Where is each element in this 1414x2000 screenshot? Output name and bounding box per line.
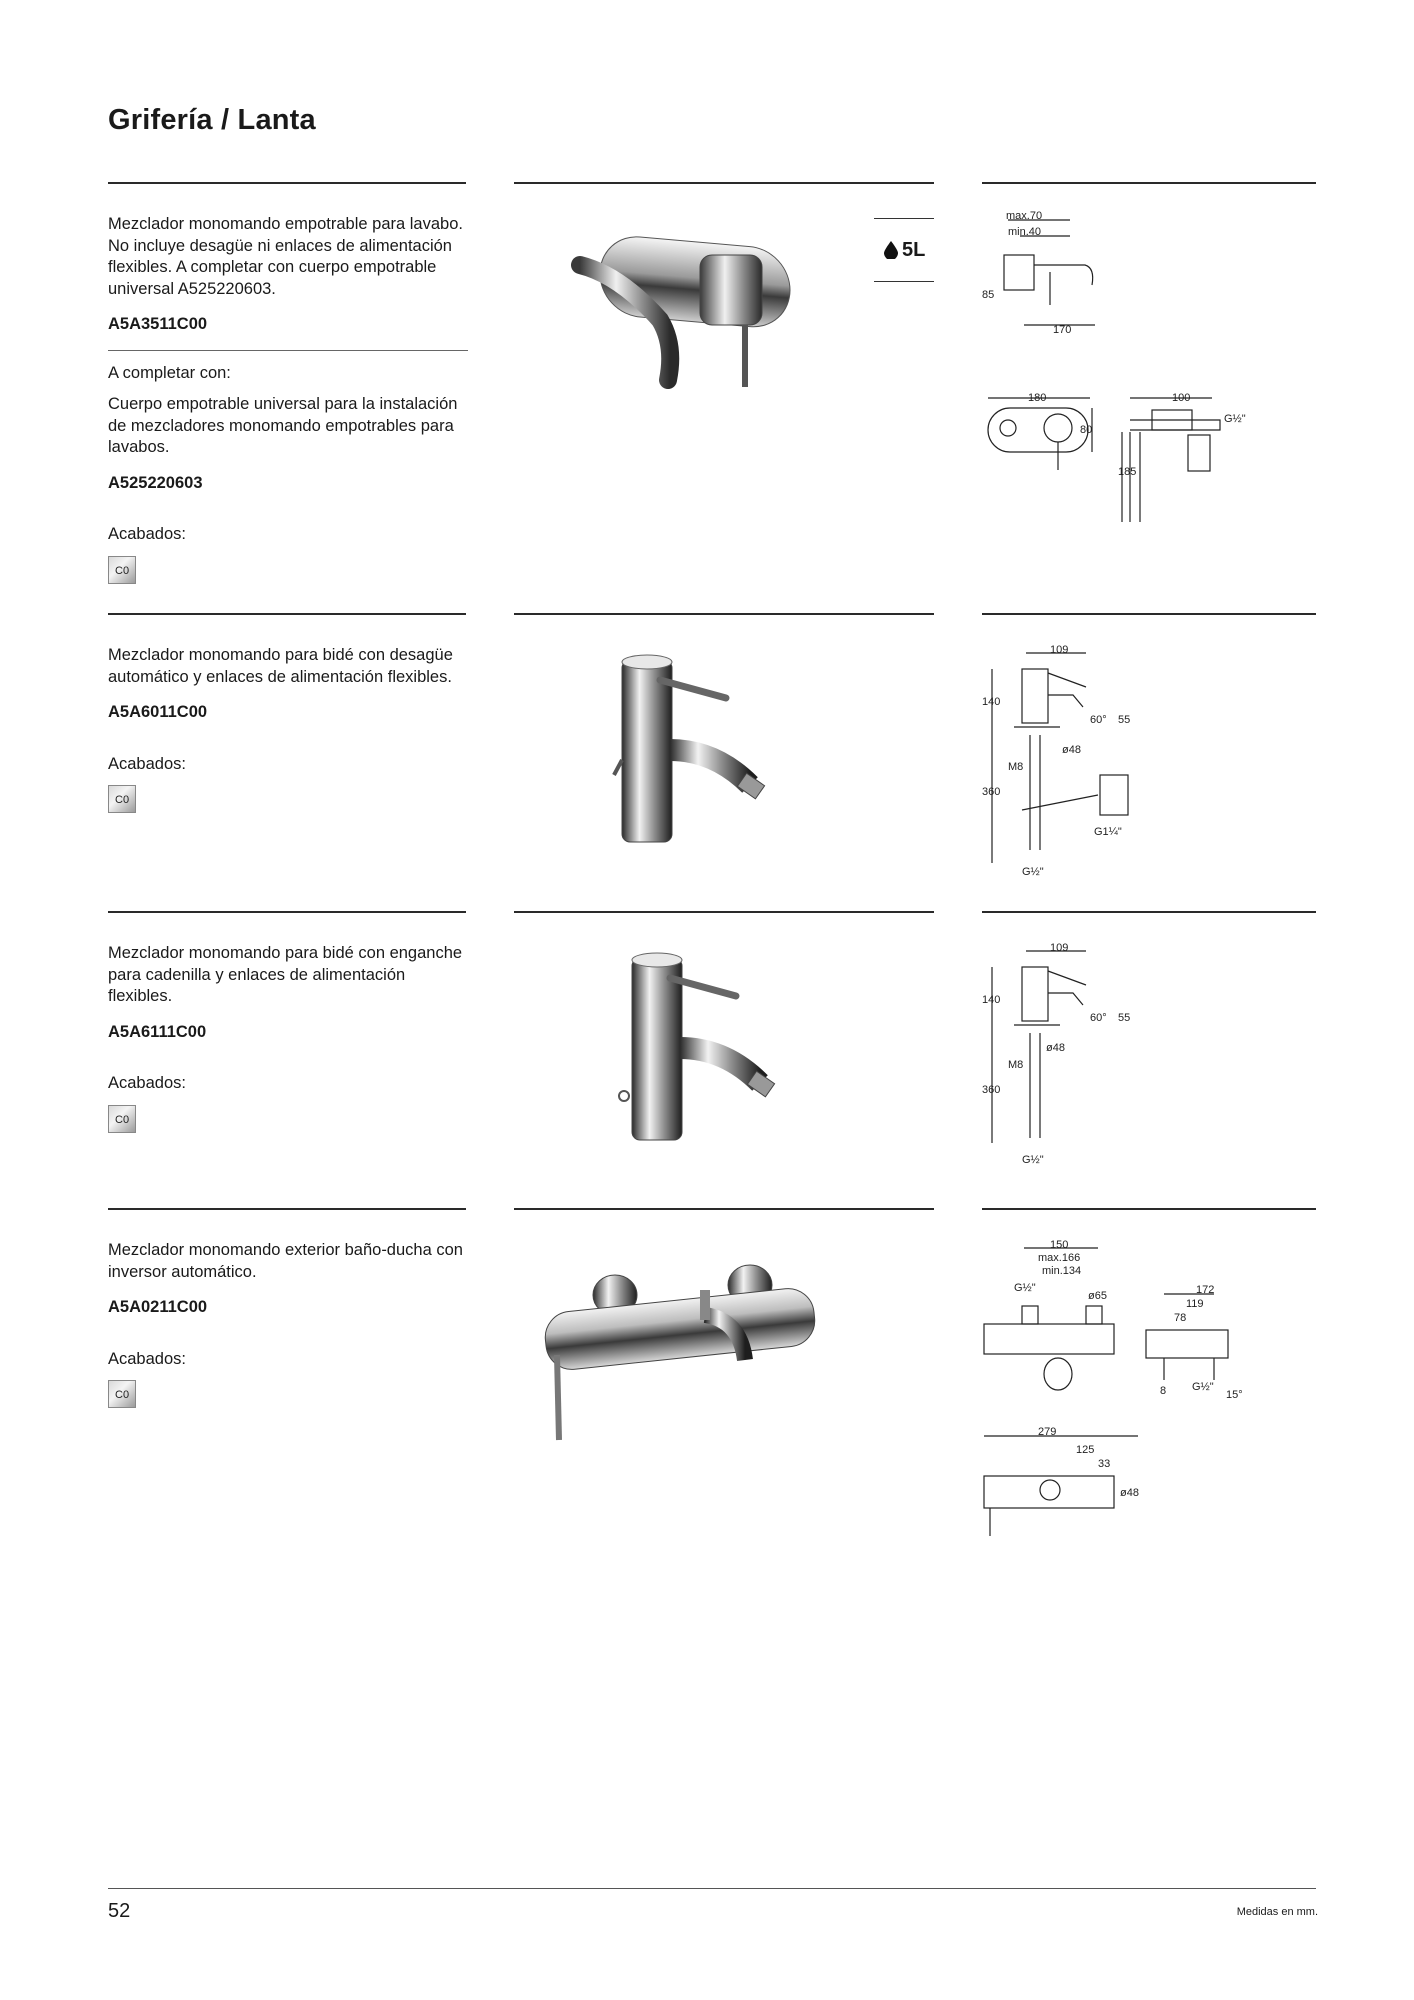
water-drop-icon <box>884 241 898 259</box>
flow-badge <box>874 218 934 282</box>
product-2-finishes-label: Acabados: <box>108 754 186 773</box>
product-2-finish-swatch: C0 <box>108 785 136 813</box>
dim-55-b: 55 <box>1118 1012 1131 1024</box>
product-2-info <box>108 645 468 813</box>
product-4-info <box>108 1240 468 1408</box>
dim-55: 55 <box>1118 714 1131 726</box>
dim-172: 172 <box>1196 1284 1215 1296</box>
row-4-rule-center <box>514 1208 934 1210</box>
product-1-image <box>560 205 820 395</box>
row-4-rule-left <box>108 1208 466 1210</box>
dim-185: 185 <box>1118 466 1137 478</box>
page-number: 52 <box>108 1900 131 1922</box>
dim-33: 33 <box>1098 1458 1111 1470</box>
dim-o48-b: ø48 <box>1046 1042 1065 1054</box>
page-title: Grifería / Lanta <box>108 104 316 136</box>
units-note: Medidas en mm. <box>1236 1906 1318 1918</box>
product-1-description: Mezclador monomando empotrable para lavabo. No incluye desagüe ni enlaces de alimentación flexibles. A completar con cuerpo empotrable universal A525220603. <box>108 215 463 298</box>
dim-140-b: 140 <box>982 994 1001 1006</box>
product-4-finishes-label: Acabados: <box>108 1349 186 1368</box>
row-1-rule-right <box>982 182 1316 184</box>
product-2-code: A5A6011C00 <box>108 703 208 721</box>
product-4-code: A5A0211C00 <box>108 1298 208 1316</box>
dim-78: 78 <box>1174 1312 1187 1324</box>
product-3-finishes-label: Acabados: <box>108 1074 186 1092</box>
row-4-rule-right <box>982 1208 1316 1210</box>
flow-value: 5L <box>902 239 926 261</box>
product-1-finishes-label: Acabados: <box>108 525 186 543</box>
dim-o48-c: ø48 <box>1120 1487 1139 1499</box>
dim-8: 8 <box>1160 1385 1167 1397</box>
dim-15deg: 15° <box>1226 1389 1243 1401</box>
dim-o48: ø48 <box>1062 744 1081 756</box>
dim-max70: max.70 <box>1006 210 1043 222</box>
row-3-rule-left <box>108 911 466 913</box>
dim-min40: min.40 <box>1008 226 1042 238</box>
product-4-finish-swatch: C0 <box>108 1380 136 1408</box>
product-4-description: Mezclador monomando exterior baño-ducha con inversor automático. <box>108 1241 463 1281</box>
product-1-complement-code: A525220603 <box>108 473 203 492</box>
dim-85: 85 <box>982 289 995 301</box>
dim-60deg-b: 60° <box>1090 1012 1107 1024</box>
dim-m8-b: M8 <box>1008 1059 1024 1071</box>
product-3-code: A5A6111C00 <box>108 1022 207 1041</box>
dim-125: 125 <box>1076 1444 1095 1456</box>
row-2-rule-center <box>514 613 934 615</box>
dim-g114: G1¼" <box>1094 826 1122 838</box>
dim-170: 170 <box>1053 324 1072 336</box>
product-1-complement-description: Cuerpo empotrable universal para la instalación de mezcladores monomando empotrables para lavabos. <box>108 395 458 456</box>
dim-g12-d: G½" <box>1014 1282 1036 1294</box>
product-3-drawing <box>978 943 1178 1175</box>
dim-279: 279 <box>1038 1426 1057 1438</box>
dim-g12-c: G½" <box>1022 1154 1044 1166</box>
dim-119: 119 <box>1186 1298 1204 1310</box>
footer-rule <box>108 1888 1316 1889</box>
row-2-rule-right <box>982 613 1316 615</box>
product-1-drawing <box>980 210 1280 530</box>
product-3-description: Mezclador monomando para bidé con enganche para cadenilla y enlaces de alimentación flexibles. <box>108 944 463 1005</box>
row-1-rule-center <box>514 182 934 184</box>
product-4-image <box>535 1255 835 1445</box>
row-2-rule-left <box>108 613 466 615</box>
product-1-sub-rule <box>108 350 468 351</box>
dim-max166: max.166 <box>1038 1252 1081 1264</box>
dim-80: 80 <box>1080 424 1093 436</box>
dim-109-b: 109 <box>1050 943 1069 954</box>
dim-150: 150 <box>1050 1240 1069 1251</box>
product-1-complement-label: A completar con: <box>108 363 231 382</box>
product-3-finish-swatch: C0 <box>108 1105 136 1133</box>
dim-180: 180 <box>1028 392 1047 404</box>
dim-360-b: 360 <box>982 1084 1001 1096</box>
row-1-rule-left <box>108 182 466 184</box>
dim-109: 109 <box>1050 645 1069 656</box>
product-3-image <box>610 948 790 1148</box>
dim-g12: G½" <box>1224 413 1246 425</box>
dim-g12-e: G½" <box>1192 1381 1214 1393</box>
dim-360: 360 <box>982 786 1001 798</box>
product-1-code: A5A3511C00 <box>108 315 208 333</box>
product-2-drawing <box>978 645 1178 877</box>
product-1-finish-swatch: C0 <box>108 556 136 584</box>
product-3-info <box>108 943 468 1133</box>
row-3-rule-right <box>982 911 1316 913</box>
product-1-info <box>108 214 468 584</box>
row-3-rule-center <box>514 911 934 913</box>
product-2-description: Mezclador monomando para bidé con desagüe automático y enlaces de alimentación flexibles. <box>108 646 453 686</box>
product-4-drawing <box>978 1240 1278 1540</box>
dim-100: 100 <box>1172 392 1191 404</box>
dim-o65: ø65 <box>1088 1290 1107 1302</box>
dim-min134: min.134 <box>1042 1265 1082 1277</box>
dim-g12-b: G½" <box>1022 866 1044 877</box>
dim-140: 140 <box>982 696 1001 708</box>
product-2-image <box>600 650 780 850</box>
dim-60deg: 60° <box>1090 714 1107 726</box>
dim-m8: M8 <box>1008 761 1024 773</box>
